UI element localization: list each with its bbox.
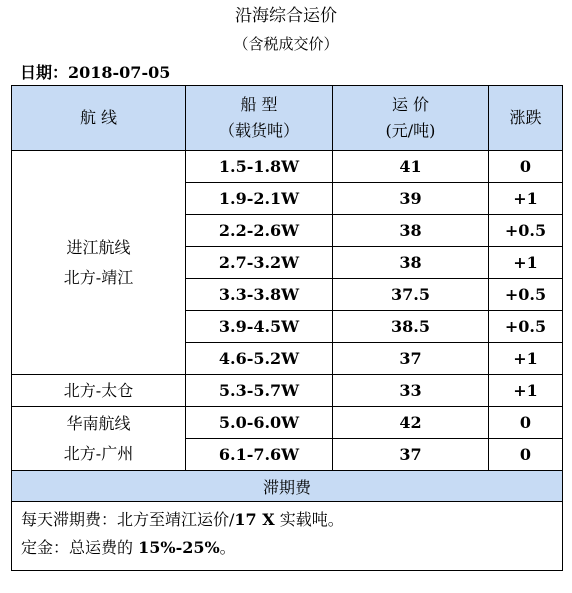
table-row [12,375,563,407]
price-cell: 42 [333,407,489,439]
change-cell: +0.5 [489,311,563,343]
price-cell: 37.5 [333,279,489,311]
change-cell: 0 [489,439,563,471]
price-cell: 38 [333,247,489,279]
page-subtitle: （含税成交价） [233,35,339,53]
change-cell: +0.5 [489,279,563,311]
ship-size-cell: 1.5-1.8W [186,151,333,183]
header-price-label: 运 价 [391,95,430,114]
report-date: 日期：2018-07-05 [20,63,171,82]
price-cell: 38.5 [333,311,489,343]
header-ship-type-label: 船 型 [240,95,278,114]
price-cell: 41 [333,151,489,183]
change-cell: +1 [489,247,563,279]
price-cell: 38 [333,215,489,247]
change-cell: 0 [489,407,563,439]
ship-size-cell: 6.1-7.6W [186,439,333,471]
header-route-label: 航 线 [79,108,118,127]
route-endpoints: 北方-太仓 [63,380,134,400]
demurrage-rate-suffix: 实载吨。 [274,510,344,529]
header-ship-type [186,86,333,151]
route-name: 华南航线 [66,413,131,433]
change-cell: +1 [489,183,563,215]
header-route [12,86,186,151]
route-cell [12,151,186,375]
table-row [12,407,563,439]
route-endpoints: 北方-广州 [63,443,134,463]
ship-size-cell: 2.2-2.6W [186,215,333,247]
ship-size-cell: 1.9-2.1W [186,183,333,215]
demurrage-rate-text: 每天滞期费：北方至靖江运价/ [21,510,235,529]
demurrage-header: 滞期费 [12,471,563,502]
ship-size-cell: 5.3-5.7W [186,375,333,407]
change-cell: +1 [489,375,563,407]
change-cell: +1 [489,343,563,375]
header-change-label: 涨跌 [509,108,542,127]
header-price-unit: (元/吨) [385,121,436,140]
ship-size-cell: 5.0-6.0W [186,407,333,439]
deposit-text: 定金：总运费的 [21,538,139,557]
route-name: 进江航线 [66,237,131,257]
ship-size-cell: 3.3-3.8W [186,279,333,311]
header-price [333,86,489,151]
ship-size-cell: 2.7-3.2W [186,247,333,279]
ship-size-cell: 3.9-4.5W [186,311,333,343]
demurrage-rate-line [21,506,562,534]
price-cell: 37 [333,343,489,375]
ship-size-cell: 4.6-5.2W [186,343,333,375]
table-body [12,151,563,571]
change-cell: +0.5 [489,215,563,247]
change-cell: 0 [489,151,563,183]
header-change [489,86,563,151]
header-row [12,86,563,151]
freight-rate-table [11,85,563,571]
price-cell: 33 [333,375,489,407]
demurrage-header-row [12,471,563,502]
header-ship-type-unit: （载货吨） [218,121,299,140]
demurrage-rate-factor: 17 X [234,510,275,529]
page-title: 沿海综合运价 [235,6,337,26]
route-endpoints: 北方-靖江 [63,267,134,287]
route-cell [12,375,186,407]
table-row [12,151,563,183]
deposit-suffix: 。 [219,538,236,557]
route-cell [12,407,186,471]
price-cell: 39 [333,183,489,215]
deposit-line [21,534,562,562]
deposit-percentage: 15%-25% [138,538,220,557]
demurrage-notes [12,502,563,571]
demurrage-notes-row [12,502,563,571]
price-cell: 37 [333,439,489,471]
